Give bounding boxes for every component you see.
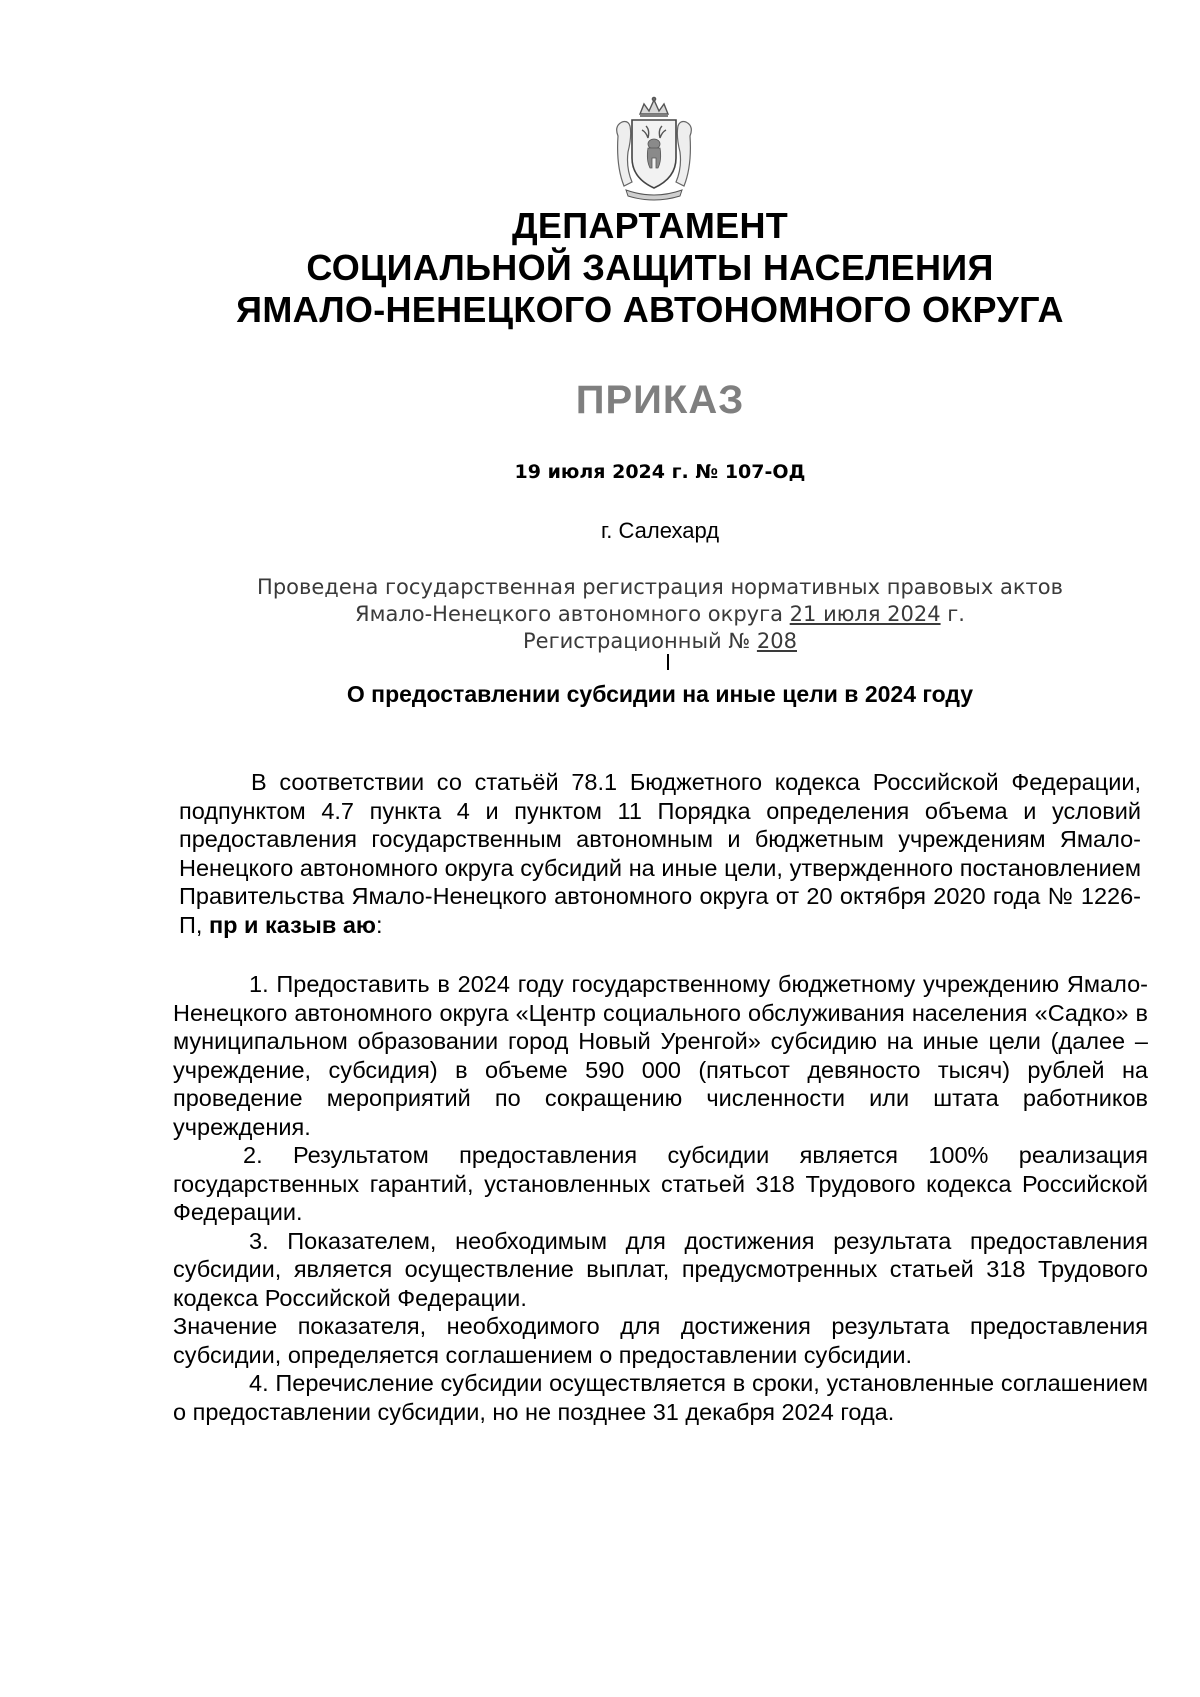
document-type-title: ПРИКАЗ (575, 378, 745, 422)
order-item-4: 4. Перечисление субсидии осуществляется в сроки, установленные соглашением о предоставлении субсидии, но не позднее 31 декабря 2024 года. (173, 1370, 1148, 1425)
preamble (179, 768, 1141, 939)
header-line-3: ЯМАЛО-НЕНЕЦКОГО АВТОНОМНОГО ОКРУГА (236, 289, 1064, 330)
header-line-2: СОЦИАЛЬНОЙ ЗАЩИТЫ НАСЕЛЕНИЯ (306, 247, 994, 288)
city: г. Салехард (600, 518, 720, 543)
department-header (150, 205, 1150, 331)
registration-number: 208 (756, 629, 797, 653)
header-line-1: ДЕПАРТАМЕНТ (511, 205, 789, 246)
order-word: пр и казыв аю (208, 911, 376, 938)
registration-stamp (170, 574, 1150, 655)
preamble-paragraph (179, 768, 1141, 939)
order-items (173, 970, 1148, 1426)
registration-line-3 (170, 628, 1150, 655)
preamble-colon: : (376, 911, 383, 938)
yamal-nenets-coat-of-arms-icon (612, 96, 696, 204)
registration-line-2 (170, 601, 1150, 628)
order-item-3-value: Значение показателя, необходимого для достижения результата предоставления субсидии, определяется соглашением о предоставлении субсидии. (173, 1313, 1148, 1368)
registration-date: 21 июля 2024 (789, 602, 941, 626)
registration-line-1: Проведена государственная регистрация нормативных правовых актов (257, 575, 1063, 599)
order-item-1: 1. Предоставить в 2024 году государственному бюджетному учреждению Ямало-Ненецкого автономного округа «Центр социального обслуживания населения «Садко» в муниципальном образовании город Новый Уренгой» субсидию на иные цели (далее – учреждение, субсидия) в объеме 590 000 (пятьсот девяносто тысяч) рублей на проведение мероприятий по сокращению численности или штата работников учреждения. (173, 971, 1148, 1140)
order-date-number: 19 июля 2024 г. № 107-ОД (514, 461, 806, 483)
order-subject: О предоставлении субсидии на иные цели в 2024 году (346, 681, 974, 707)
registration-line-2-suffix: г. (940, 602, 965, 626)
registration-mark (667, 654, 669, 670)
registration-number-label: Регистрационный № (522, 629, 757, 653)
order-item-2: 2. Результатом предоставления субсидии является 100% реализация государственных гарантий, установленных статьей 318 Трудового кодекса Российской Федерации. (173, 1142, 1148, 1225)
order-item-3: 3. Показателем, необходимым для достижения результата предоставления субсидии, является осуществление выплат, предусмотренных статьей 318 Трудового кодекса Российской Федерации. (173, 1227, 1148, 1311)
preamble-text: В соответствии со статьёй 78.1 Бюджетного кодекса Российской Федерации, подпунктом 4.7 пункта 4 и пунктом 11 Порядка определения объема и условий предоставления государственным автономным и бюджетным учреждениям Ямало-Ненецкого автономного округа субсидий на иные цели, утвержденного постановлением Правительства Ямало-Ненецкого автономного округа от 20 октября 2020 года № 1226-П, (179, 769, 1141, 938)
registration-line-2-prefix: Ямало-Ненецкого автономного округа (355, 602, 790, 626)
